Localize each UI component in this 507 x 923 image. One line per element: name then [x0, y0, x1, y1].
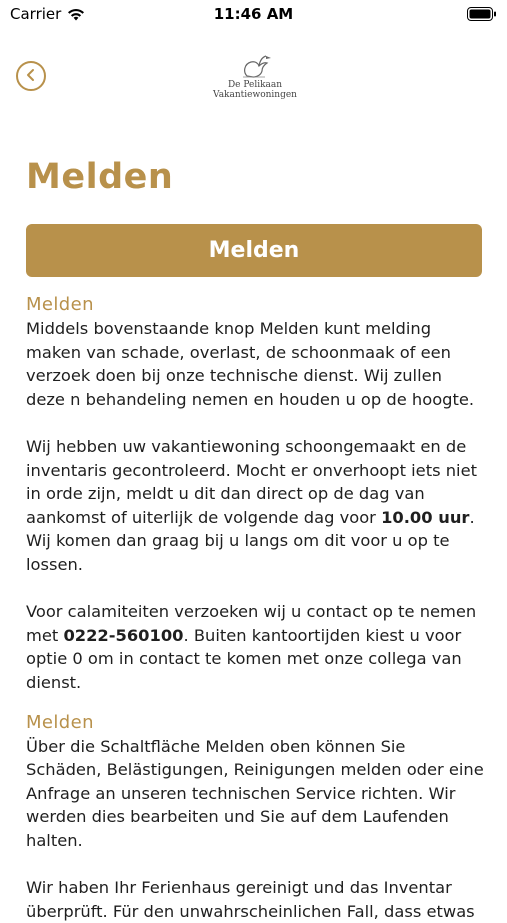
paragraph-de-1: Über die Schaltfläche Melden oben können Sie Schäden, Belästigungen, Reinigungen melden oder eine Anfrage an unseren technischen Service richten. Wir werden dies bearbeiten und Sie auf dem Laufenden halten. — [26, 736, 484, 850]
paragraph-nl-3 — [26, 600, 484, 694]
pelican-icon — [233, 54, 277, 80]
melden-button[interactable]: Melden — [26, 224, 482, 277]
navigation-bar — [0, 50, 507, 110]
logo-line-1: De Pelikaan — [227, 80, 283, 90]
paragraph-nl-2-text: Wij hebben uw vakantiewoning schoongemaakt en de inventaris gecontroleerd. Mocht er onverhoopt iets niet in orde zijn, meldt u dit dan direct op de dag van aankomst of uiterlijk de volgende dag voor — [26, 436, 477, 527]
paragraph-nl-3-text: Voor calamiteiten verzoeken wij u contact op te nemen met — [26, 602, 477, 645]
section-heading-nl: Melden — [26, 294, 94, 315]
checkin-deadline: 10.00 uur — [381, 507, 470, 527]
paragraph-de-2: Wir haben Ihr Ferienhaus gereinigt und das Inventar überprüft. Für den unwahrscheinlichen Fall, dass etwas — [26, 878, 475, 921]
logo-line-2: Vakantiewoningen — [213, 90, 297, 100]
page-title: Melden — [26, 157, 174, 197]
back-button[interactable] — [16, 61, 46, 91]
status-bar — [0, 0, 507, 30]
chevron-left-icon — [25, 67, 37, 86]
battery-icon — [467, 7, 497, 25]
paragraph-nl-2-tail: . Wij komen dan graag bij u langs om dit voor u op te lossen. — [26, 507, 475, 574]
logo — [200, 54, 310, 100]
carrier-label: Carrier — [10, 5, 62, 23]
paragraph-nl-3-tail: . Buiten kantoortijden kiest u voor optie 0 om in contact te komen met onze collega van dienst. — [26, 625, 462, 692]
paragraph-nl-2 — [26, 435, 484, 577]
content-body — [26, 293, 484, 923]
section-heading-de: Melden — [26, 711, 94, 733]
paragraph-nl-1: Middels bovenstaande knop Melden kunt melding maken van schade, overlast, de schoonmaak of een verzoek doen bij onze technische dienst. Wij zullen deze n behandeling nemen en houden u op de hoogte. — [26, 319, 475, 409]
clock: 11:46 AM — [213, 5, 294, 23]
phone-number: 0222-560100 — [63, 625, 184, 645]
